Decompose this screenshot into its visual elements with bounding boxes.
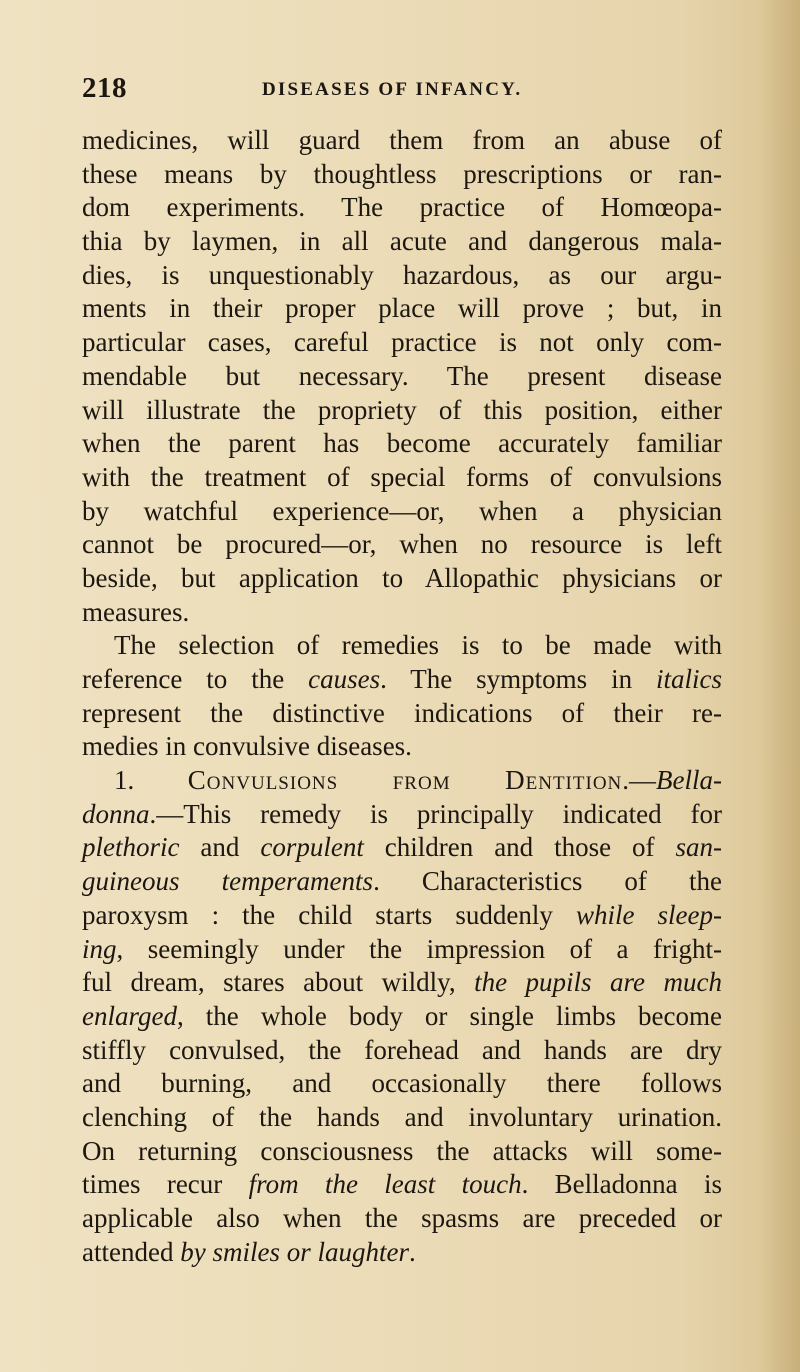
italic-text: guineous temperaments [82,866,374,897]
text-line: medicines, will guard them from an abuse of [82,125,722,155]
text-line: with the treatment of special forms of convulsions [82,461,722,492]
body-text [82,124,722,1269]
text-line: beside, but application to Allopathic physicians or [82,562,722,593]
text-line: times recur from the least touch. Belladonna is [82,1169,722,1200]
italic-text: plethoric [82,832,180,863]
text-line: will illustrate the propriety of this position, either [82,394,722,425]
italic-text: italics [656,664,722,694]
section-heading-line: 1. Convulsions from Dentition.—Bella- [114,765,722,796]
text-line: dom experiments. The practice of Homœopa- [82,192,722,223]
text-line: by watchful experience—or, when a physician [82,495,722,526]
text-line: reference to the causes. The symptoms in italics [82,664,722,694]
text-line: ing, seemingly under the impression of a fright- [82,933,722,964]
italic-text: the pupils are much [474,967,722,998]
text-line: On returning consciousness the attacks will some- [82,1135,722,1166]
text-line: ments in their proper place will prove ; but, in [82,293,722,324]
text-line: enlarged, the whole body or single limbs become [82,1000,722,1031]
text-line: cannot be procured—or, when no resource is left [82,529,722,560]
text-line: these means by thoughtless prescriptions or ran- [82,158,722,189]
text-line: measures. [82,596,190,627]
running-head [82,72,722,112]
text-line: clenching of the hands and involuntary urination. [82,1101,722,1132]
text-line: donna.—This remedy is principally indicated for [82,798,722,829]
text-line: guineous temperaments. Characteristics of the [82,866,722,897]
remedy-name: donna [82,798,150,829]
remedy-name: Bella- [656,765,722,796]
italic-text: san- [675,832,722,863]
text-line: plethoric and corpulent children and those of san- [82,832,722,863]
text-line: medies in convulsive diseases. [82,731,412,762]
italic-text: enlarged [82,1000,177,1031]
section-heading: Convulsions from Dentition [187,765,623,796]
text-line: represent the distinctive indications of their re- [82,697,722,728]
text-line: and burning, and occasionally there follows [82,1068,722,1099]
text-line: dies, is unquestionably hazardous, as our argu- [82,259,722,290]
italic-text: ing [82,933,117,964]
text-line: The selection of remedies is to be made with [114,630,722,661]
text-line: thia by laymen, in all acute and dangerous mala- [82,226,722,257]
text-line: when the parent has become accurately familiar [82,428,722,459]
text-line: ful dream, stares about wildly, the pupils are much [82,967,722,998]
text-line: particular cases, careful practice is not only com- [82,327,722,358]
italic-text: corpulent [260,832,364,863]
page-number: 218 [82,72,127,104]
italic-text: while sleep- [575,899,722,930]
text-line: applicable also when the spasms are preceded or [82,1203,722,1233]
italic-text: from the least touch [248,1169,522,1200]
text-line: stiffly convulsed, the forehead and hands are dry [82,1034,722,1065]
text-line: mendable but necessary. The present disease [82,360,722,391]
running-title: DISEASES OF INFANCY. [262,79,523,100]
italic-text: causes [308,664,381,694]
text-line: attended by smiles or laughter. [82,1236,416,1267]
italic-text: by smiles or laughter [180,1236,409,1267]
text-line: paroxysm : the child starts suddenly while sleep- [82,899,722,930]
